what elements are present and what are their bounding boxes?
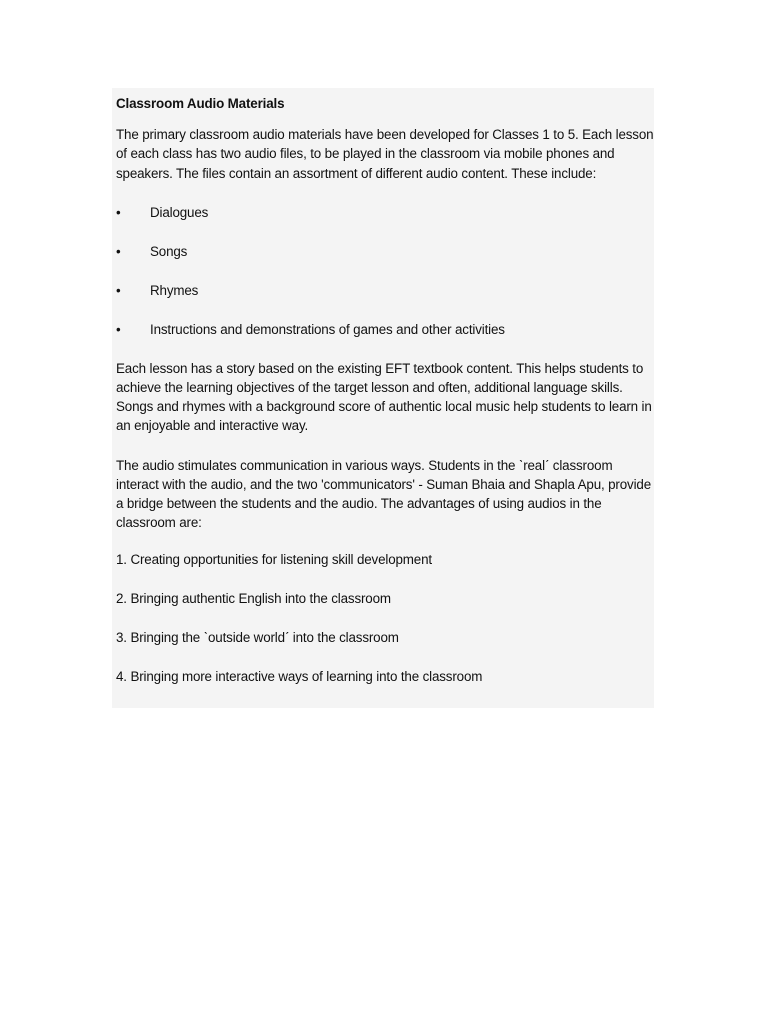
numbered-item: 4. Bringing more interactive ways of learning into the classroom [116,669,483,685]
audio-paragraph: The audio stimulates communication in various ways. Students in the ˋrealˊ classroom interact with the audio, and the two 'communicators' - Suman Bhaia and Shapla Apu, provide a bridge between the students and the audio. The advantages of using audios in the classroom are: [116,457,651,531]
numbered-item: 3. Bringing the ˋoutside worldˊ into the classroom [116,630,399,646]
list-item [116,203,656,222]
list-item-label: Instructions and demonstrations of games and other activities [150,321,505,337]
list-item-label: Dialogues [150,204,209,220]
bullet-icon: • [116,204,121,220]
bullet-icon: • [116,243,121,259]
numbered-item: 2. Bringing authentic English into the classroom [116,591,391,607]
list-item [116,242,656,261]
bullet-icon: • [116,282,121,298]
content-types-list [116,203,656,339]
document-title: Classroom Audio Materials [116,96,285,111]
document-body [116,94,656,687]
list-item-label: Songs [150,243,188,259]
bullet-icon: • [116,321,121,337]
lesson-paragraph: Each lesson has a story based on the existing EFT textbook content. This helps students to achieve the learning objectives of the target lesson and often, additional language skills. Songs and rhymes with a background score of authentic local music help students to learn in an enjoyable and interactive way. [116,360,652,434]
numbered-item: 1. Creating opportunities for listening skill development [116,552,432,568]
list-item [116,281,656,300]
intro-paragraph: The primary classroom audio materials have been developed for Classes 1 to 5. Each lesson of each class has two audio files, to be played in the classroom via mobile phones and speakers. The files contain an assortment of different audio content. These include: [116,127,654,181]
advantages-list [116,550,656,686]
list-item [116,320,656,339]
list-item-label: Rhymes [150,282,199,298]
